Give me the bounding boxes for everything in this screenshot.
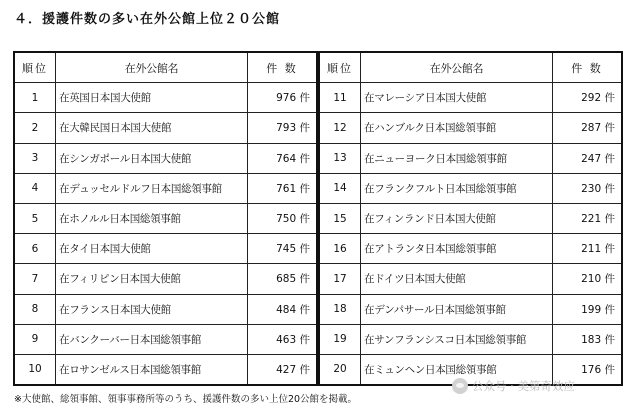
table-row xyxy=(319,83,622,113)
name-cell: 在ドイツ日本国大使館 xyxy=(361,264,553,294)
table-row xyxy=(14,143,317,173)
rank-cell: 14 xyxy=(319,173,361,203)
table-row xyxy=(14,203,317,233)
name-cell: 在サンフランシスコ日本国総領事館 xyxy=(361,324,553,354)
table-row xyxy=(319,264,622,294)
table-row xyxy=(319,324,622,354)
footnote: ※大使館、総領事館、領事事務所等のうち、援護件数の多い上位20公館を掲載。 xyxy=(14,394,358,405)
name-cell: 在ニューヨーク日本国総領事館 xyxy=(361,143,553,173)
table-row xyxy=(319,143,622,173)
rank-cell: 15 xyxy=(319,203,361,233)
count-cell: 761 件 xyxy=(248,173,318,203)
name-cell: 在英国日本国大使館 xyxy=(56,83,248,113)
table-row xyxy=(14,324,317,354)
header-name: 在外公館名 xyxy=(56,52,248,83)
name-cell: 在バンクーバー日本国総領事館 xyxy=(56,324,248,354)
count-cell: 976 件 xyxy=(248,83,318,113)
name-cell: 在大韓民国日本国大使館 xyxy=(56,113,248,143)
page-title: ４．援護件数の多い在外公館上位２０公館 xyxy=(14,12,281,27)
name-cell: 在フランクフルト日本国総領事館 xyxy=(361,173,553,203)
rank-cell: 10 xyxy=(14,354,56,385)
rank-cell: 17 xyxy=(319,264,361,294)
count-cell: 211 件 xyxy=(553,234,623,264)
rank-cell: 3 xyxy=(14,143,56,173)
count-cell: 292 件 xyxy=(553,83,623,113)
table-row xyxy=(14,264,317,294)
table-row xyxy=(319,113,622,143)
table-header-row xyxy=(14,52,317,83)
rank-cell: 16 xyxy=(319,234,361,264)
count-cell: 221 件 xyxy=(553,203,623,233)
header-rank: 順位 xyxy=(319,52,361,83)
name-cell: 在ロサンゼルス日本国総領事館 xyxy=(56,354,248,385)
name-cell: 在フィリピン日本国大使館 xyxy=(56,264,248,294)
rank-cell: 6 xyxy=(14,234,56,264)
table-row xyxy=(14,113,317,143)
rank-cell: 9 xyxy=(14,324,56,354)
table-row xyxy=(14,354,317,385)
count-cell: 247 件 xyxy=(553,143,623,173)
rank-cell: 4 xyxy=(14,173,56,203)
header-count: 件 数 xyxy=(553,52,623,83)
count-cell: 685 件 xyxy=(248,264,318,294)
watermark xyxy=(452,378,575,394)
rank-cell: 19 xyxy=(319,324,361,354)
table-row xyxy=(14,83,317,113)
rank-cell: 12 xyxy=(319,113,361,143)
table-row xyxy=(319,234,622,264)
count-cell: 427 件 xyxy=(248,354,318,385)
table-row xyxy=(319,173,622,203)
rank-cell: 20 xyxy=(319,354,361,385)
name-cell: 在タイ日本国大使館 xyxy=(56,234,248,264)
count-cell: 484 件 xyxy=(248,294,318,324)
name-cell: 在アトランタ日本国総領事館 xyxy=(361,234,553,264)
rank-cell: 7 xyxy=(14,264,56,294)
ranking-table-right xyxy=(318,51,623,386)
count-cell: 230 件 xyxy=(553,173,623,203)
rank-cell: 11 xyxy=(319,83,361,113)
count-cell: 176 件 xyxy=(553,354,623,385)
name-cell: 在デュッセルドルフ日本国総領事館 xyxy=(56,173,248,203)
count-cell: 183 件 xyxy=(553,324,623,354)
header-name: 在外公館名 xyxy=(361,52,553,83)
rank-cell: 13 xyxy=(319,143,361,173)
table-row xyxy=(319,203,622,233)
count-cell: 287 件 xyxy=(553,113,623,143)
name-cell: 在デンパサール日本国総領事館 xyxy=(361,294,553,324)
count-cell: 764 件 xyxy=(248,143,318,173)
table-row xyxy=(14,234,317,264)
name-cell: 在ホノルル日本国総領事館 xyxy=(56,203,248,233)
rank-cell: 18 xyxy=(319,294,361,324)
name-cell: 在シンガポール日本国大使館 xyxy=(56,143,248,173)
table-header-row xyxy=(319,52,622,83)
rank-cell: 5 xyxy=(14,203,56,233)
name-cell: 在フィンランド日本国大使館 xyxy=(361,203,553,233)
header-count: 件 数 xyxy=(248,52,318,83)
name-cell: 在マレーシア日本国大使館 xyxy=(361,83,553,113)
table-row xyxy=(319,294,622,324)
count-cell: 210 件 xyxy=(553,264,623,294)
table-row xyxy=(14,173,317,203)
rank-cell: 8 xyxy=(14,294,56,324)
header-rank: 順位 xyxy=(14,52,56,83)
count-cell: 793 件 xyxy=(248,113,318,143)
rank-cell: 2 xyxy=(14,113,56,143)
ranking-table-left xyxy=(13,51,318,386)
name-cell: 在ミュンヘン日本国総領事館 xyxy=(361,354,553,385)
name-cell: 在フランス日本国大使館 xyxy=(56,294,248,324)
count-cell: 750 件 xyxy=(248,203,318,233)
count-cell: 199 件 xyxy=(553,294,623,324)
table-row xyxy=(14,294,317,324)
watermark-text: 公众号 · 美第奇效应 xyxy=(472,379,575,393)
name-cell: 在ハンブルク日本国総領事館 xyxy=(361,113,553,143)
count-cell: 463 件 xyxy=(248,324,318,354)
wechat-icon xyxy=(452,378,468,394)
rank-cell: 1 xyxy=(14,83,56,113)
count-cell: 745 件 xyxy=(248,234,318,264)
